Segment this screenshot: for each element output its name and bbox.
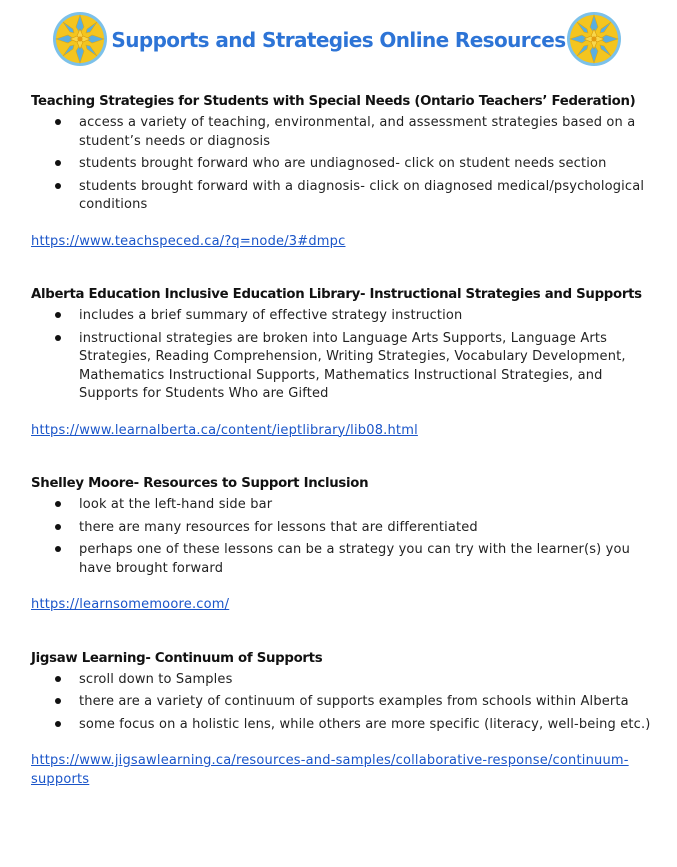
section-title: Jigsaw Learning- Continuum of Supports (31, 650, 323, 666)
bullet-item: there are many resources for lessons that are differentiated (79, 519, 651, 538)
bullet-item: students brought forward who are undiagnosed- click on student needs section (79, 155, 651, 174)
resource-section (31, 649, 651, 790)
star-quilt-logo-icon (566, 11, 622, 67)
resource-section (31, 92, 651, 251)
bullet-item: scroll down to Samples (79, 671, 651, 690)
bullet-item: there are a variety of continuum of supports examples from schools within Alberta (79, 693, 651, 712)
bullet-list (31, 114, 651, 215)
section-title: Teaching Strategies for Students with Special Needs (Ontario Teachers’ Federation) (31, 94, 636, 109)
bullet-item: look at the left-hand side bar (79, 496, 651, 515)
bullet-list (31, 496, 651, 578)
bullet-list (31, 307, 651, 404)
resource-section (31, 474, 651, 615)
bullet-item: some focus on a holistic lens, while others are more specific (literacy, well-being etc.) (79, 716, 651, 735)
page-header (0, 0, 677, 88)
section-title: Alberta Education Inclusive Education Library- Instructional Strategies and Supports (31, 287, 642, 302)
bullet-item: includes a brief summary of effective strategy instruction (79, 307, 651, 326)
resource-link[interactable]: https://www.teachspeced.ca/?q=node/3#dmpc (31, 233, 346, 249)
page-title: Supports and Strategies Online Resources (111, 28, 566, 52)
bullet-item: instructional strategies are broken into Language Arts Supports, Language Arts Strategies, Reading Comprehension, Writing Strategies, Vocabulary Development, Mathematics Instructional Supports, Mathematics Instructional Strategies, and Supports for Students Who are Gifted (79, 330, 651, 404)
resource-link[interactable]: https://learnsomemoore.com/ (31, 597, 230, 612)
resource-section (31, 285, 651, 440)
bullet-item: access a variety of teaching, environmental, and assessment strategies based on a student’s needs or diagnosis (79, 114, 651, 151)
resource-list (31, 92, 651, 789)
bullet-item: students brought forward with a diagnosis- click on diagnosed medical/psychological conditions (79, 178, 651, 215)
bullet-item: perhaps one of these lessons can be a strategy you can try with the learner(s) you have brought forward (79, 541, 651, 578)
resource-link[interactable]: https://www.learnalberta.ca/content/ieptlibrary/lib08.html (31, 422, 418, 438)
section-title: Shelley Moore- Resources to Support Inclusion (31, 476, 369, 491)
resource-link[interactable]: https://www.jigsawlearning.ca/resources-and-samples/collaborative-response/continuum-supports (31, 753, 629, 787)
bullet-list (31, 671, 651, 735)
